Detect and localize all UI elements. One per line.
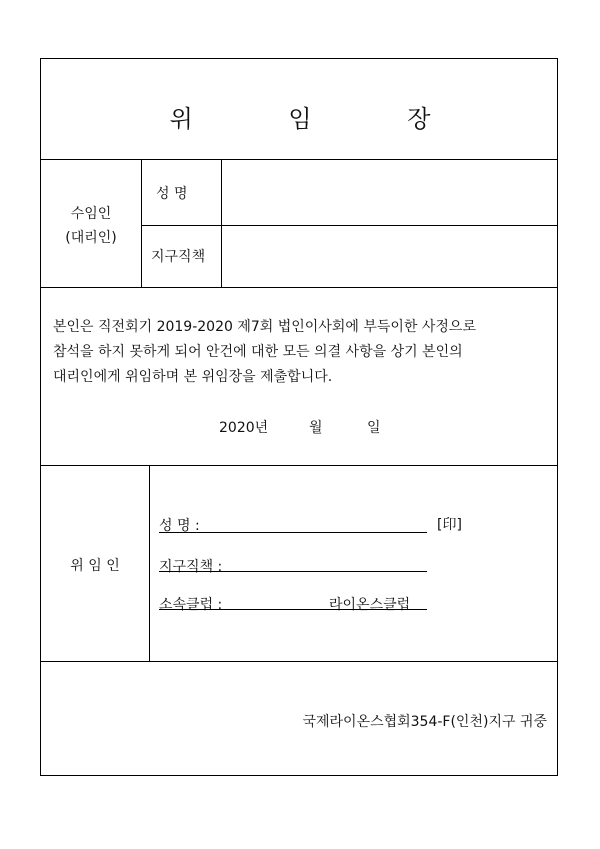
document-title: 위 임 장 — [169, 105, 475, 133]
divider — [141, 159, 142, 287]
delegator-club-label: 소속클럽 : — [159, 597, 223, 613]
proxy-label-sub: (대리인) — [65, 230, 117, 246]
statement-line: 참석을 하지 못하게 되어 안건에 대한 모든 의결 사항을 상기 본인의 — [53, 344, 463, 360]
delegator-name-field[interactable] — [159, 532, 427, 533]
statement-text — [53, 315, 553, 390]
club-suffix: 라이온스클럽 — [329, 597, 411, 613]
seal-mark: [印] — [437, 517, 462, 533]
proxy-position-label: 지구직책 — [151, 249, 206, 265]
divider — [41, 287, 557, 288]
divider — [149, 465, 150, 661]
proxy-form — [40, 58, 558, 776]
delegator-position-field[interactable] — [159, 571, 427, 572]
divider — [41, 465, 557, 466]
delegator-position-label: 지구직책 : — [159, 559, 223, 575]
addressee: 국제라이온스협회354-F(인천)지구 귀중 — [302, 714, 547, 730]
statement-line: 대리인에게 위임하며 본 위임장을 제출합니다. — [53, 369, 333, 385]
delegator-label: 위 임 인 — [70, 558, 120, 574]
date-year: 2020년 — [219, 420, 269, 436]
delegator-club-field[interactable] — [159, 609, 427, 610]
divider — [41, 661, 557, 662]
date-month: 월 — [309, 420, 323, 436]
proxy-name-label: 성 명 — [156, 186, 188, 202]
proxy-label: 수임인 — [70, 206, 112, 222]
proxy-name-field[interactable] — [222, 160, 557, 225]
delegator-name-label: 성 명 : — [159, 518, 200, 534]
date-day: 일 — [367, 420, 381, 436]
proxy-position-field[interactable] — [222, 226, 557, 287]
statement-line: 본인은 직전회기 2019-2020 제7회 법인이사회에 부득이한 사정으로 — [53, 319, 476, 335]
